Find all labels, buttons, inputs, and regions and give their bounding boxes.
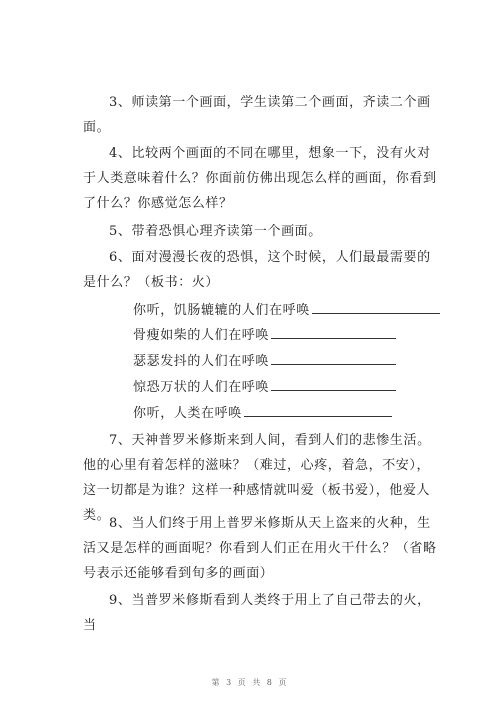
fill-line-5 [133,401,392,426]
paragraph-3: 3、师读第一个画面，学生读第二个画面，齐读二个画面。 [83,95,431,135]
fill-line-1 [133,298,440,323]
fill-blank [244,404,392,417]
fill-line-text: 你听，饥肠辘辘的人们在呼唤 [133,303,310,318]
fill-line-text: 惊恐万状的人们在呼唤 [133,380,270,395]
paragraph-4: 4、比较两个画面的不同在哪里，想象一下，没有火对于人类意味着什么？你面前仿佛出现怎么样的画面，你看到了什么？你感觉怎么样？ [83,146,437,211]
fill-blank [271,352,396,365]
paragraph-5: 5、带着恐惧心理齐读第一个画面。 [109,224,322,239]
fill-line-2 [133,323,396,348]
fill-line-text: 你听，人类在呼唤 [133,406,242,421]
fill-line-text: 骨瘦如柴的人们在呼唤 [133,328,270,343]
fill-blank [271,326,396,339]
page-footer: 第 3 页 共 8 页 [211,678,289,687]
paragraph-8: 8、当人们终于用上普罗米修斯从天上盗来的火种，生活又是怎样的画面呢？你看到人们正在用火干什么？（省略号表示还能够看到旬多的画面） [83,516,437,581]
fill-blank [271,378,396,391]
paragraph-7: 7、天神普罗米修斯来到人间，看到人们的悲惨生活。他的心里有着怎样的滋味？（难过，心疼，着急，不安），这一切都是为谁？这样一种感情就叫爱（板书爱），他爱人类。 [83,433,431,523]
fill-blank [312,301,440,314]
paragraph-6: 6、面对漫漫长夜的恐惧，这个时候，人们最最需要的是什么？（板书：火） [83,250,431,290]
fill-line-text: 瑟瑟发抖的人们在呼唤 [133,354,270,369]
fill-line-4 [133,375,396,400]
paragraph-9: 9、当普罗米修斯看到人类终于用上了自己带去的火，当 [83,593,431,633]
fill-line-3 [133,349,396,374]
